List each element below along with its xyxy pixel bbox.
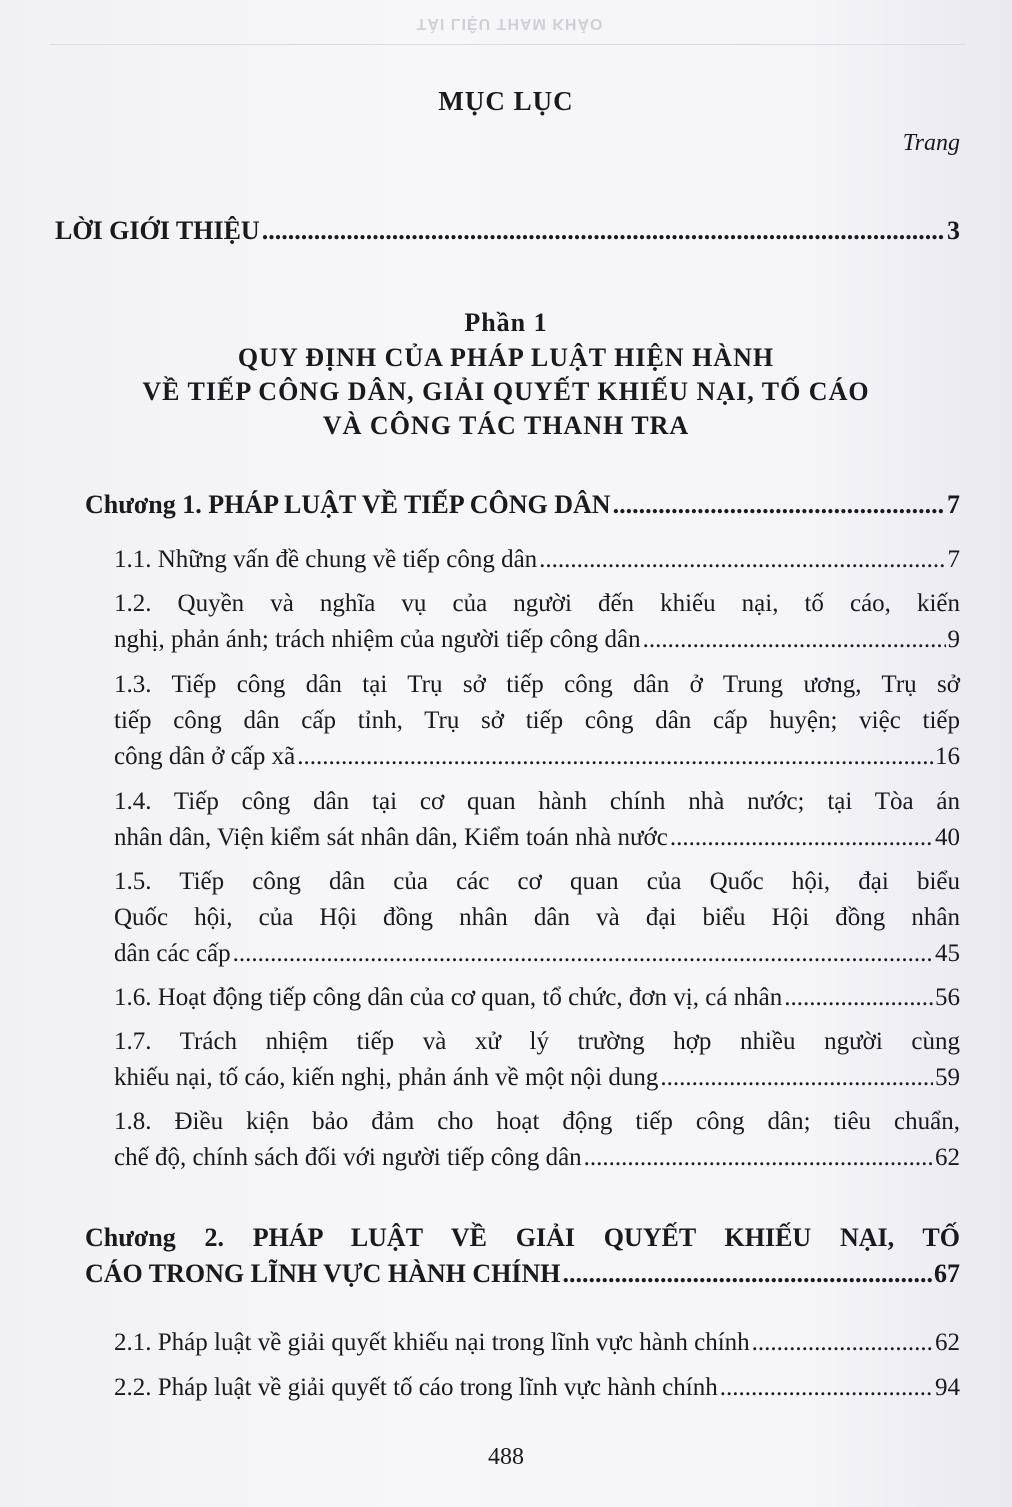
entry-text: tiếp công dân cấp tỉnh, Trụ sở tiếp công dân cấp huyện; việc tiếp bbox=[114, 707, 960, 734]
leader-dots bbox=[660, 1060, 933, 1096]
toc-entry-2-1[interactable] bbox=[114, 1325, 960, 1361]
entry-page: 40 bbox=[935, 824, 960, 851]
leader-dots bbox=[784, 980, 933, 1016]
entry-text: 1.3. Tiếp công dân tại Trụ sở tiếp công dân ở Trung ương, Trụ sở bbox=[114, 671, 960, 698]
toc-chapter-2[interactable] bbox=[85, 1220, 960, 1292]
toc-entry-1-8[interactable] bbox=[114, 1104, 960, 1176]
toc-intro[interactable] bbox=[55, 216, 960, 246]
entry-text: 1.4. Tiếp công dân tại cơ quan hành chính nhà nước; tại Tòa án bbox=[114, 788, 960, 815]
toc-entry-1-1[interactable] bbox=[114, 542, 960, 578]
toc-intro-page: 3 bbox=[947, 216, 960, 245]
part-number: Phần 1 bbox=[464, 308, 548, 337]
entry-page: 62 bbox=[935, 1329, 960, 1356]
entry-page: 62 bbox=[935, 1144, 960, 1171]
entry-text: 1.5. Tiếp công dân của các cơ quan của Quốc hội, đại biểu bbox=[114, 868, 960, 895]
part-heading-line: VÀ CÔNG TÁC THANH TRA bbox=[322, 411, 690, 440]
leader-dots bbox=[752, 1325, 933, 1361]
leader-dots bbox=[262, 216, 945, 246]
entry-page: 45 bbox=[935, 940, 960, 967]
entry-text: 2.1. Pháp luật về giải quyết khiếu nại trong lĩnh vực hành chính bbox=[114, 1329, 750, 1356]
leader-dots bbox=[539, 542, 945, 578]
chapter-1-page: 7 bbox=[947, 490, 960, 519]
part-heading-line: QUY ĐỊNH CỦA PHÁP LUẬT HIỆN HÀNH bbox=[237, 343, 775, 372]
entry-page: 94 bbox=[935, 1374, 960, 1401]
header-rule bbox=[50, 44, 965, 45]
toc-entry-1-4[interactable] bbox=[114, 784, 960, 856]
entry-text: 1.2. Quyền và nghĩa vụ của người đến khiếu nại, tố cáo, kiến bbox=[114, 590, 960, 617]
chapter-2-label-line: Chương 2. PHÁP LUẬT VỀ GIẢI QUYẾT KHIẾU NẠI, TỐ bbox=[85, 1223, 960, 1252]
entry-text: 1.8. Điều kiện bảo đảm cho hoạt động tiếp công dân; tiêu chuẩn, bbox=[114, 1108, 960, 1135]
entry-text: nghị, phản ánh; trách nhiệm của người tiếp công dân bbox=[114, 626, 641, 653]
entry-text: công dân ở cấp xã bbox=[114, 743, 296, 770]
entry-text: Quốc hội, của Hội đồng nhân dân và đại biểu Hội đồng nhân bbox=[114, 904, 960, 931]
chapter-1-label: Chương 1. PHÁP LUẬT VỀ TIẾP CÔNG DÂN bbox=[85, 490, 611, 519]
leader-dots bbox=[297, 739, 933, 775]
leader-dots bbox=[613, 490, 945, 520]
chapter-2-page: 67 bbox=[934, 1259, 960, 1288]
toc-chapter-1[interactable] bbox=[85, 490, 960, 520]
toc-entry-1-7[interactable] bbox=[114, 1024, 960, 1096]
toc-entry-1-3[interactable] bbox=[114, 667, 960, 775]
entry-text: 1.7. Trách nhiệm tiếp và xử lý trường hợp nhiều người cùng bbox=[114, 1028, 960, 1055]
entry-page: 7 bbox=[947, 546, 960, 573]
entry-text: 2.2. Pháp luật về giải quyết tố cáo trong lĩnh vực hành chính bbox=[114, 1374, 718, 1401]
entry-page: 59 bbox=[935, 1064, 960, 1091]
entry-page: 9 bbox=[947, 626, 960, 653]
toc-entry-1-2[interactable] bbox=[114, 586, 960, 658]
entry-text: chế độ, chính sách đối với người tiếp công dân bbox=[114, 1144, 582, 1171]
leader-dots bbox=[643, 622, 946, 658]
page-number: 488 bbox=[488, 1444, 524, 1470]
chapter-2-label-line: CÁO TRONG LĨNH VỰC HÀNH CHÍNH bbox=[85, 1259, 561, 1288]
entry-page: 16 bbox=[935, 743, 960, 770]
leader-dots bbox=[584, 1140, 933, 1176]
page-title: MỤC LỤC bbox=[438, 86, 574, 116]
leader-dots bbox=[720, 1370, 933, 1406]
page-column-label: Trang bbox=[902, 130, 960, 156]
leader-dots bbox=[563, 1256, 932, 1292]
entry-text: 1.6. Hoạt động tiếp công dân của cơ quan, tổ chức, đơn vị, cá nhân bbox=[114, 984, 783, 1011]
leader-dots bbox=[670, 820, 933, 856]
leader-dots bbox=[233, 936, 933, 972]
toc-entry-1-5[interactable] bbox=[114, 864, 960, 972]
entry-text: khiếu nại, tố cáo, kiến nghị, phản ánh về một nội dung bbox=[114, 1064, 659, 1091]
part-heading-line: VỀ TIẾP CÔNG DÂN, GIẢI QUYẾT KHIẾU NẠI, TỐ CÁO bbox=[142, 377, 870, 406]
entry-text: 1.1. Những vấn đề chung về tiếp công dân bbox=[114, 546, 538, 573]
entry-text: dân các cấp bbox=[114, 940, 231, 967]
entry-page: 56 bbox=[935, 984, 960, 1011]
toc-entry-1-6[interactable] bbox=[114, 980, 960, 1016]
entry-text: nhân dân, Viện kiểm sát nhân dân, Kiểm toán nhà nước bbox=[114, 824, 668, 851]
show-through-header: TÀI LIỆU THAM KHẢO bbox=[416, 15, 604, 32]
toc-entry-2-2[interactable] bbox=[114, 1370, 960, 1406]
toc-intro-label: LỜI GIỚI THIỆU bbox=[55, 216, 260, 245]
